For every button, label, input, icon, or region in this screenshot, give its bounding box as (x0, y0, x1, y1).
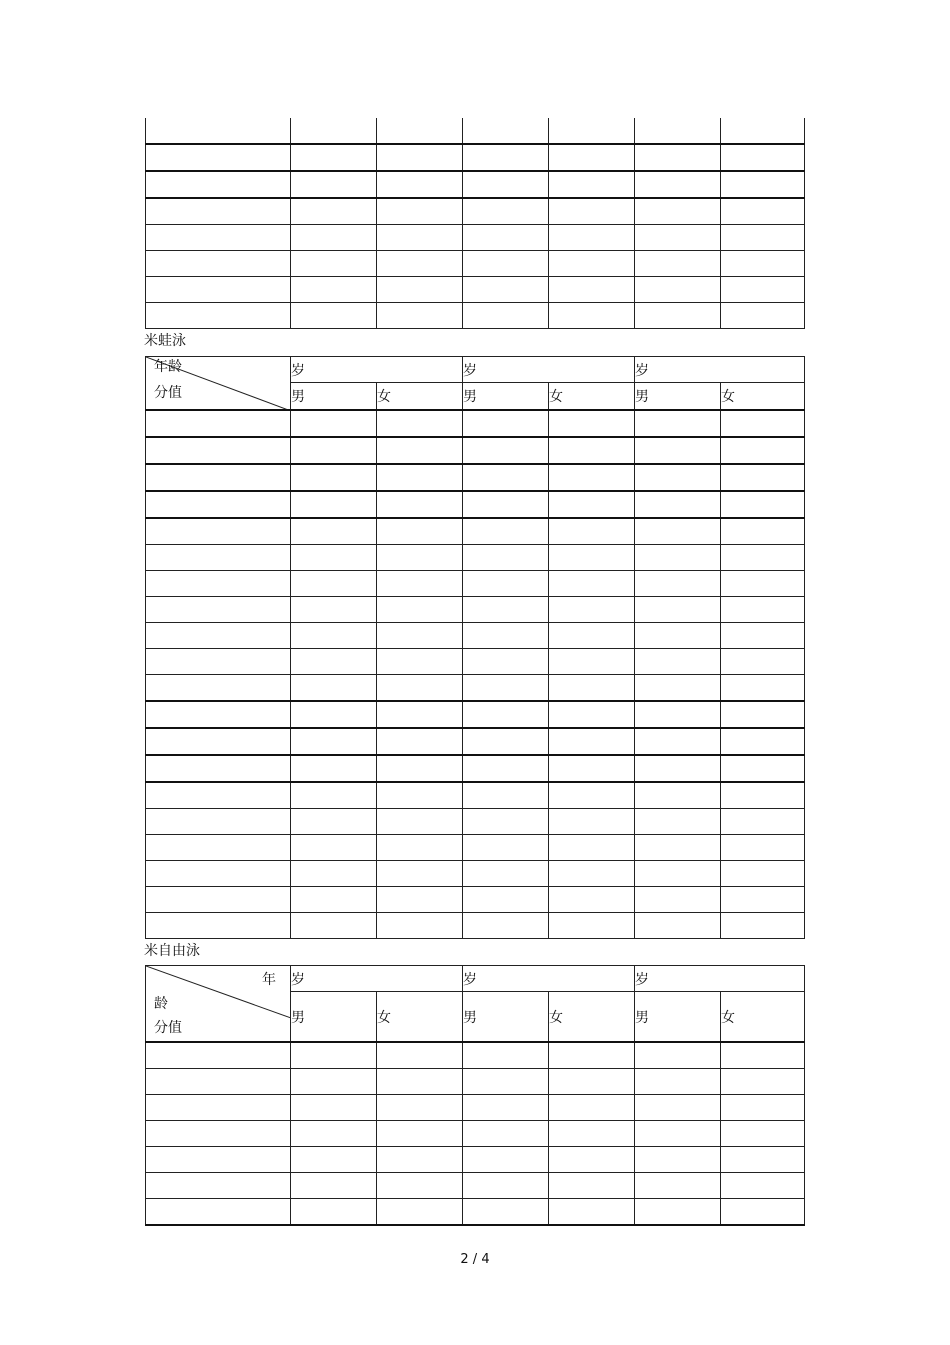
age-group-header: 岁 (635, 357, 805, 383)
table-row (146, 464, 805, 491)
table-row (146, 1199, 805, 1226)
table-row (146, 491, 805, 518)
table-row (146, 887, 805, 913)
female-header: 女 (721, 383, 805, 410)
female-header: 女 (377, 992, 463, 1042)
score-label: 分值 (154, 1020, 182, 1036)
table-row (146, 597, 805, 623)
table-row (146, 571, 805, 597)
age-group-header: 岁 (291, 357, 463, 383)
female-header: 女 (549, 992, 635, 1042)
age-label-part1: 年 (262, 972, 276, 988)
male-header: 男 (635, 383, 721, 410)
breaststroke-caption: 米蛙泳 (144, 333, 186, 349)
table-row (146, 545, 805, 571)
table-row (146, 728, 805, 755)
table-row (146, 118, 805, 144)
table-row (146, 835, 805, 861)
table-row (146, 437, 805, 464)
table-row (146, 1173, 805, 1199)
age-group-header: 岁 (463, 966, 635, 992)
continued-table (145, 118, 805, 329)
freestyle-table (145, 965, 805, 1226)
table-row (146, 198, 805, 225)
female-header: 女 (549, 383, 635, 410)
page-number: 2 / 4 (460, 1252, 490, 1267)
table-row (146, 144, 805, 171)
male-header: 男 (463, 383, 549, 410)
age-group-header: 岁 (463, 357, 635, 383)
age-label-part2: 龄 (154, 996, 168, 1012)
table-row (146, 410, 805, 437)
table-row (146, 649, 805, 675)
table-row (146, 623, 805, 649)
table-row (146, 171, 805, 198)
table-row (146, 1121, 805, 1147)
breaststroke-table (145, 356, 805, 939)
table-row (146, 1042, 805, 1069)
table-row (146, 701, 805, 728)
age-group-header: 岁 (291, 966, 463, 992)
table-row (146, 1095, 805, 1121)
table-row (146, 518, 805, 545)
table-row (146, 675, 805, 702)
table-row (146, 913, 805, 939)
diagonal-header-cell (146, 357, 291, 411)
male-header: 男 (291, 992, 377, 1042)
table-row (146, 225, 805, 251)
male-header: 男 (291, 383, 377, 410)
table-row (146, 303, 805, 329)
female-header: 女 (377, 383, 463, 410)
age-group-header: 岁 (635, 966, 805, 992)
table-row (146, 861, 805, 887)
table-row (146, 251, 805, 277)
table-row (146, 1069, 805, 1095)
diagonal-header-cell (146, 966, 291, 1043)
header-row-age (146, 357, 805, 383)
table-row (146, 782, 805, 809)
table-row (146, 277, 805, 303)
table-row (146, 809, 805, 835)
score-label: 分值 (154, 385, 182, 401)
female-header: 女 (721, 992, 805, 1042)
male-header: 男 (463, 992, 549, 1042)
male-header: 男 (635, 992, 721, 1042)
freestyle-caption: 米自由泳 (144, 943, 200, 959)
header-row-age (146, 966, 805, 992)
age-label: 年龄 (154, 359, 182, 375)
table-row (146, 755, 805, 782)
table-row (146, 1147, 805, 1173)
